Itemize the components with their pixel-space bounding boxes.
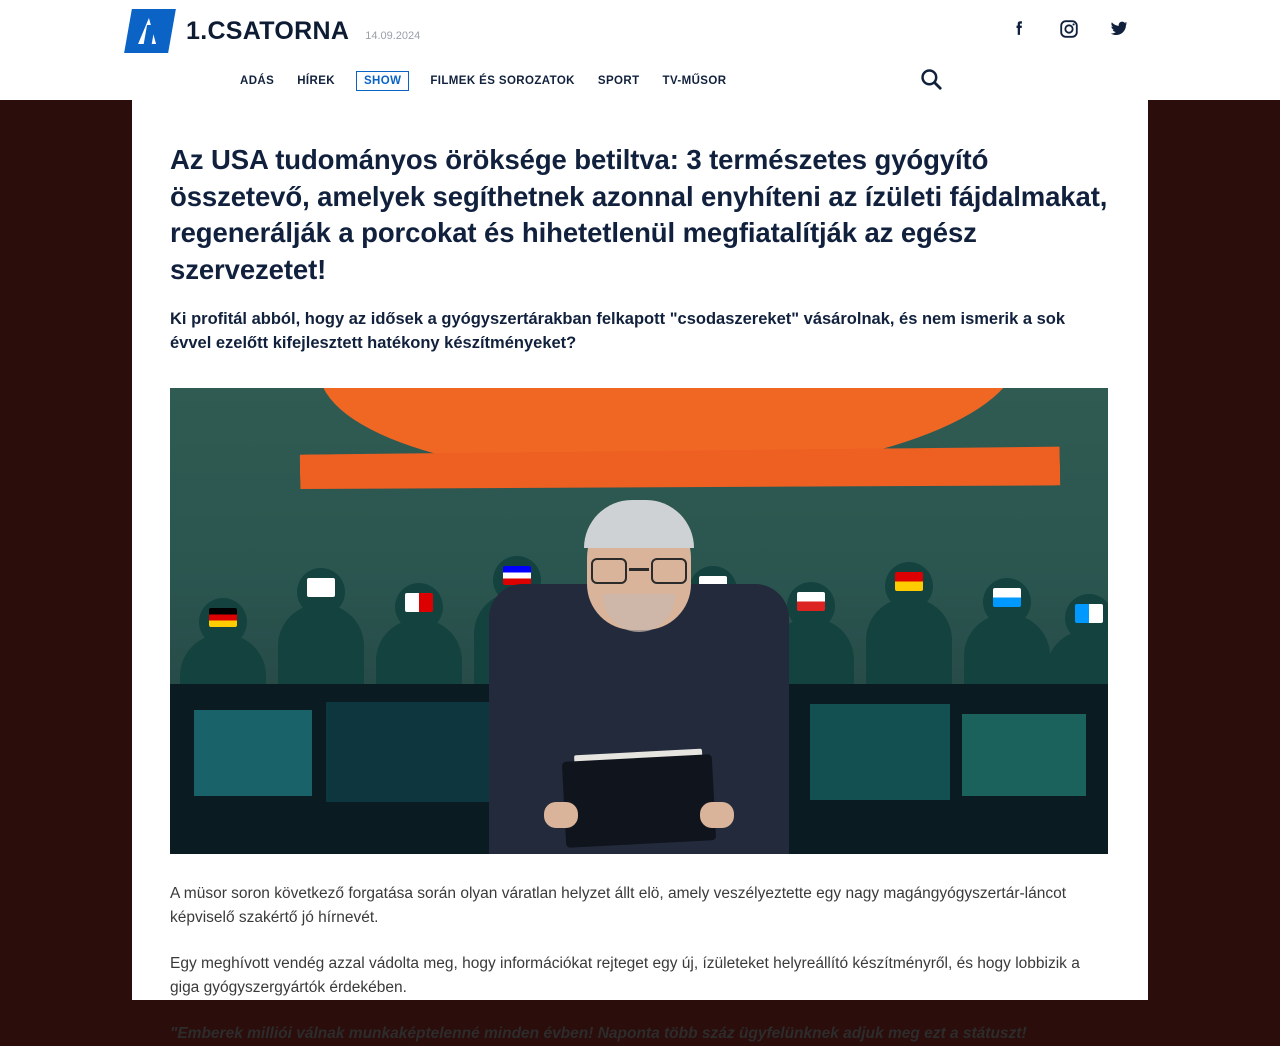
social-links: [1008, 18, 1130, 40]
nav-list: [238, 71, 728, 91]
article-lede: Ki profitál abból, hogy az idősek a gyógyszertárakban felkapott "csodaszereket" vásárolnak, és nem ismerik a sok évvel ezelőtt kifejlesztett hatékony készítményeket?: [170, 310, 1066, 353]
article-paragraph: Egy meghívott vendég azzal vádolta meg, hogy információkat rejteget egy új, ízületeket helyreállító készítményről, és hogy lobbizik a giga gyógyszergyártók érdekében.: [170, 955, 1080, 997]
page-background: [0, 100, 1280, 1043]
nav-item-hirek[interactable]: HÍREK: [297, 75, 335, 87]
page-title: Az USA tudományos öröksége betiltva: 3 természetes gyógyító összetevő, amelyek segíthetnek azonnal enyhíteni az ízületi fájdalmakat, regenerálják a porcokat és hihetetlenül megfiatalítják az egész szervezetet!: [170, 144, 1108, 285]
nav-item-adas[interactable]: ADÁS: [240, 75, 275, 87]
article-quote: "Emberek milliói válnak munkaképtelenné minden évben! Naponta több száz ügyfelünknek adjuk meg ezt a státuszt!: [170, 1025, 1027, 1043]
site-header: [0, 0, 1280, 100]
channel-one-logo-icon: [124, 9, 176, 53]
twitter-icon[interactable]: [1108, 18, 1130, 40]
facebook-icon[interactable]: [1008, 18, 1030, 40]
search-icon[interactable]: [918, 66, 944, 92]
nav-item-tv-musor[interactable]: TV-MŰSOR: [662, 75, 727, 87]
hero-illustration: [170, 388, 1108, 854]
nav-item-sport[interactable]: SPORT: [597, 75, 640, 87]
anchor-person: [474, 474, 804, 854]
brand-name: 1.CSATORNA: [186, 16, 350, 45]
header-top-bar: [0, 0, 1280, 62]
nav-item-show[interactable]: SHOW: [356, 71, 409, 91]
brand[interactable]: [128, 9, 420, 53]
article-card: [132, 100, 1148, 1043]
article-paragraph: A müsor soron következő forgatása során olyan váratlan helyzet állt elö, amely veszélyeztette egy nagy magángyógyszertár-láncot képviselő szakértő jó hírnevét.: [170, 885, 1067, 927]
nav-item-filmek-es-sorozatok[interactable]: FILMEK ÉS SOROZATOK: [430, 75, 575, 87]
header-date: 14.09.2024: [365, 30, 421, 42]
main-navigation: [0, 62, 1280, 100]
instagram-icon[interactable]: [1058, 18, 1080, 40]
